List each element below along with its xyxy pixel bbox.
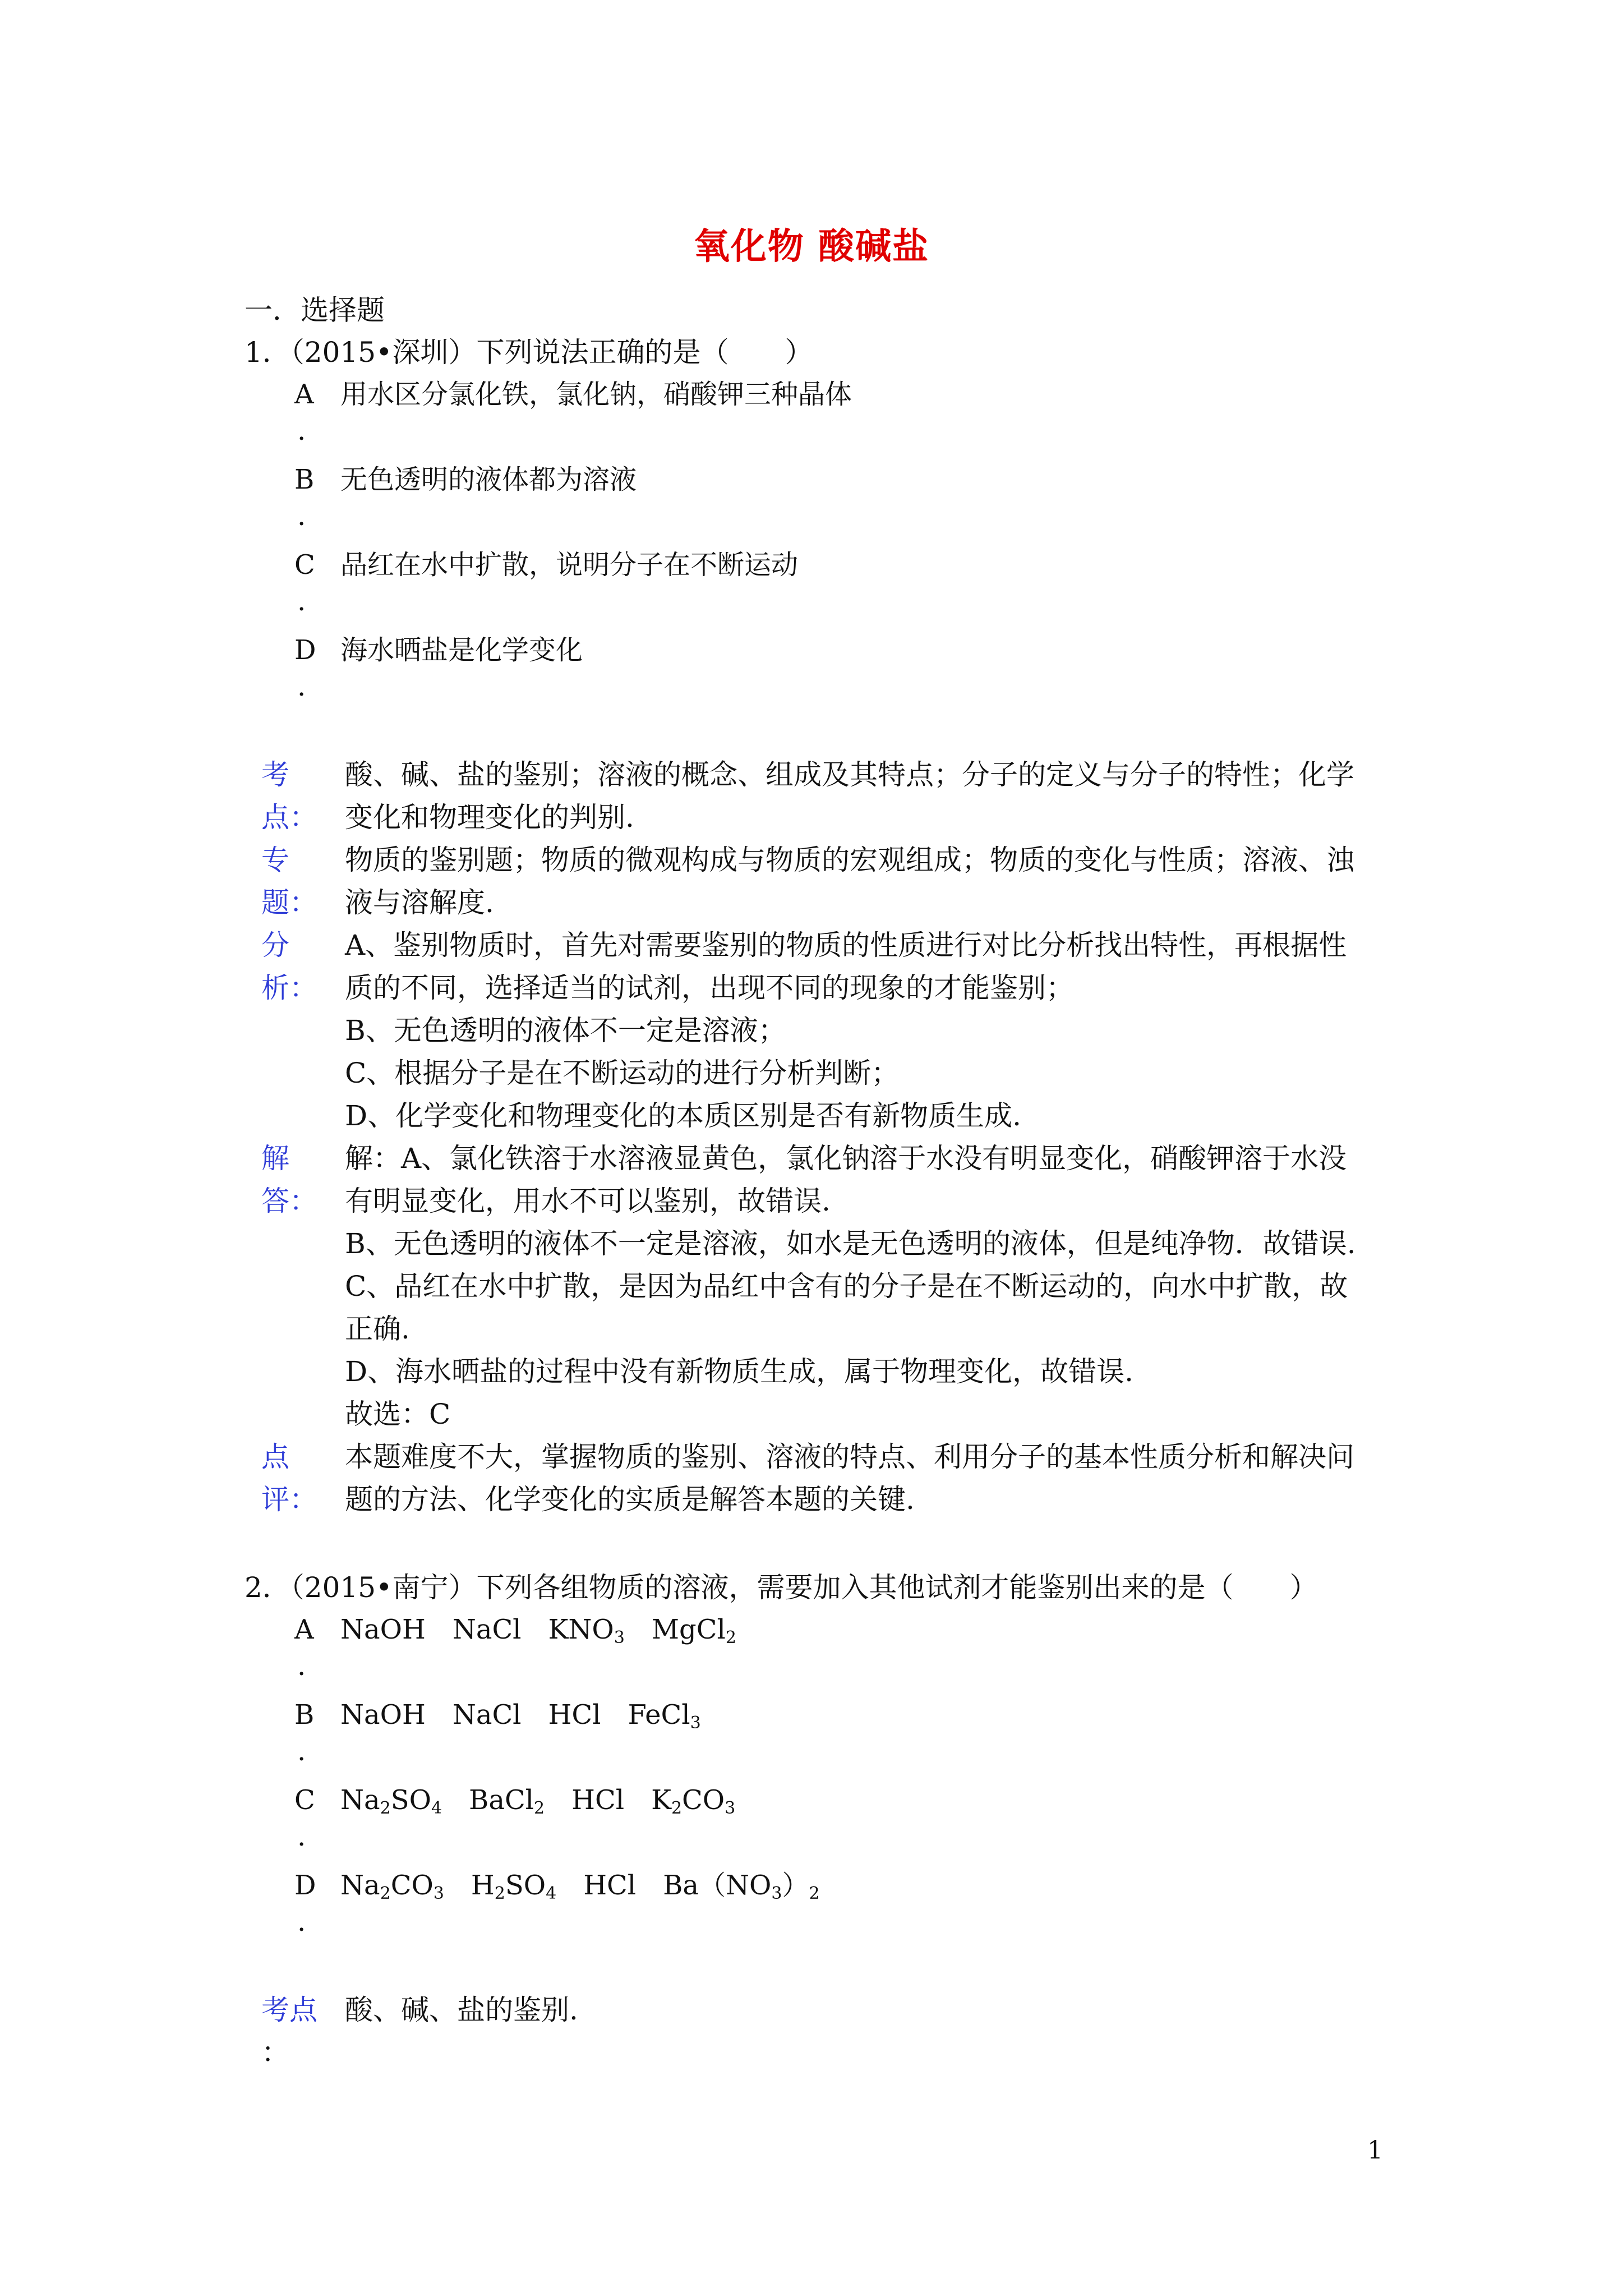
section-heading: 一．选择题 [245, 294, 385, 326]
formula-part: MgCl [624, 1614, 726, 1645]
q1-option-d [294, 628, 583, 667]
option-dot: . [297, 1650, 306, 1682]
text-line: C、品红在水中扩散，是因为品红中含有的分子是在不断运动的，向水中扩散，故 [345, 1270, 1348, 1303]
subscript: 2 [534, 1798, 545, 1818]
question-2-stem: 2．（2015•南宁）下列各组物质的溶液，需要加入其他试剂才能鉴别出来的是（ ） [245, 1571, 1318, 1604]
q2-option-d [294, 1864, 820, 1902]
option-text: 无色透明的液体都为溶液 [340, 464, 637, 495]
subscript: 3 [725, 1798, 736, 1818]
text-line: A、鉴别物质时，首先对需要鉴别的物质的性质进行对比分析找出特性，再根据性 [345, 929, 1347, 961]
formula-part: ） [782, 1870, 809, 1901]
text-line: 故选：C [345, 1398, 451, 1430]
option-letter: C [294, 549, 315, 581]
text-line: C、根据分子是在不断运动的进行分析判断； [345, 1057, 900, 1089]
text-line: 有明显变化，用水不可以鉴别，故错误. [345, 1185, 831, 1217]
q2-kaodian-content [345, 1989, 1382, 2031]
option-dot: . [297, 1821, 306, 1852]
option-dot: . [297, 586, 306, 617]
subscript: 2 [494, 1884, 505, 1903]
text-line: D、海水晒盐的过程中没有新物质生成，属于物理变化，故错误. [345, 1355, 1133, 1388]
label-line: 评： [261, 1483, 317, 1516]
subscript: 4 [546, 1884, 557, 1903]
option-letter: A [294, 1614, 314, 1645]
formula-part: Na [340, 1784, 380, 1816]
q1-option-b [294, 458, 637, 496]
kaodian-label [261, 753, 317, 839]
label-line: ： [261, 2036, 289, 2069]
text-line: 解：A、氯化铁溶于水溶液显黄色，氯化钠溶于水没有明显变化，硝酸钾溶于水没 [345, 1142, 1347, 1175]
text-line: 本题难度不大，掌握物质的鉴别、溶液的特点、利用分子的基本性质分析和解决问 [345, 1441, 1354, 1473]
q2-kaodian-label [261, 1989, 323, 2074]
formula-part: CO [390, 1870, 434, 1901]
subscript: 2 [380, 1798, 391, 1818]
label-line: 题： [261, 886, 317, 919]
label-line: 点 [261, 1441, 289, 1473]
text-line: 液与溶解度. [345, 886, 494, 919]
label-line: 点： [261, 801, 317, 834]
label-line: 考点 [261, 1994, 317, 2026]
label-line: 专 [261, 844, 289, 876]
formula [340, 1614, 736, 1648]
text-line: D、化学变化和物理变化的本质区别是否有新物质生成. [345, 1099, 1021, 1132]
option-letter: B [294, 1699, 315, 1731]
text-line: 变化和物理变化的判别. [345, 801, 634, 834]
subscript: 2 [809, 1884, 820, 1903]
formula-part: NaOH NaCl HCl FeCl [340, 1699, 690, 1731]
option-dot: . [297, 415, 306, 447]
subscript: 3 [690, 1713, 701, 1733]
formula-part: SO [505, 1870, 546, 1901]
dianping-content [345, 1435, 1382, 1521]
kaodian-content [345, 753, 1382, 839]
option-dot: . [297, 1906, 306, 1938]
formula-part: HCl Ba（NO [556, 1870, 772, 1901]
fenxi-label [261, 924, 317, 1009]
q2-option-c [294, 1778, 735, 1817]
option-letter: A [294, 379, 314, 410]
formula-part: NaOH NaCl KNO [340, 1614, 614, 1645]
label-line: 考 [261, 758, 289, 791]
option-dot: . [297, 1736, 306, 1767]
dianping-label [261, 1435, 317, 1521]
zhuanti-content [345, 839, 1382, 924]
jieda-label [261, 1137, 317, 1222]
q1-option-a [294, 372, 852, 411]
text-line: 正确. [345, 1313, 410, 1345]
zhuanti-label [261, 839, 317, 924]
formula-part: SO [390, 1784, 431, 1816]
formula-part: BaCl [442, 1784, 534, 1816]
formula-part: HCl K [545, 1784, 671, 1816]
option-letter: D [294, 634, 316, 666]
formula-part: CO [682, 1784, 725, 1816]
subscript: 3 [614, 1628, 625, 1648]
page-title: 氧化物 酸碱盐 [693, 226, 930, 268]
subscript: 2 [671, 1798, 683, 1818]
text-line: B、无色透明的液体不一定是溶液，如水是无色透明的液体，但是纯净物．故错误. [345, 1227, 1356, 1260]
jieda-content [345, 1137, 1382, 1435]
formula-part: Na [340, 1870, 380, 1901]
option-dot: . [297, 500, 306, 532]
q2-option-a [294, 1608, 736, 1646]
subscript: 2 [725, 1628, 736, 1648]
page-number: 1 [1367, 2136, 1383, 2165]
q1-option-c [294, 543, 798, 582]
option-dot: . [297, 671, 306, 702]
subscript: 3 [433, 1884, 444, 1903]
option-letter: D [294, 1870, 316, 1901]
option-letter: C [294, 1784, 315, 1816]
option-text: 海水晒盐是化学变化 [340, 634, 583, 666]
label-line: 析： [261, 972, 317, 1004]
text-line: B、无色透明的液体不一定是溶液； [345, 1014, 786, 1047]
label-line: 分 [261, 929, 289, 961]
option-text: 品红在水中扩散，说明分子在不断运动 [340, 549, 799, 581]
q2-option-b [294, 1693, 701, 1732]
subscript: 2 [380, 1884, 391, 1903]
text-line: 物质的鉴别题；物质的微观构成与物质的宏观组成；物质的变化与性质；溶液、浊 [345, 844, 1354, 876]
label-line: 答： [261, 1185, 317, 1217]
text-line: 题的方法、化学变化的实质是解答本题的关键. [345, 1483, 915, 1516]
text-line: 酸、碱、盐的鉴别. [345, 1994, 578, 2026]
text-line: 质的不同，选择适当的试剂，出现不同的现象的才能鉴别； [345, 972, 1074, 1004]
formula [340, 1699, 701, 1731]
option-text: 用水区分氯化铁，氯化钠，硝酸钾三种晶体 [340, 379, 852, 410]
label-line: 解 [261, 1142, 289, 1175]
fenxi-content [345, 924, 1382, 1137]
formula [340, 1870, 820, 1901]
question-1-stem: 1．（2015•深圳）下列说法正确的是（ ） [245, 336, 813, 369]
subscript: 3 [771, 1884, 782, 1903]
formula [340, 1784, 735, 1816]
text-line: 酸、碱、盐的鉴别；溶液的概念、组成及其特点；分子的定义与分子的特性；化学 [345, 758, 1354, 791]
subscript: 4 [431, 1798, 442, 1818]
option-letter: B [294, 464, 315, 495]
formula-part: H [444, 1870, 495, 1901]
